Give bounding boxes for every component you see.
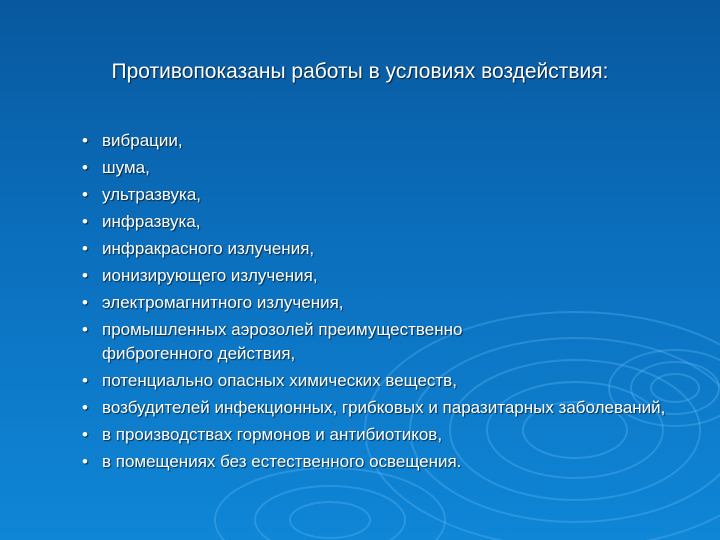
- list-item-text: вибрации,: [102, 131, 183, 150]
- bullet-icon: •: [82, 425, 88, 444]
- list-item: [78, 320, 678, 340]
- bullet-icon: •: [82, 239, 88, 258]
- list-item: [78, 212, 678, 232]
- list-item: [78, 398, 678, 418]
- list-item-text: инфракрасного излучения,: [102, 239, 315, 258]
- bullet-icon: •: [82, 212, 88, 231]
- list-item: [78, 452, 678, 472]
- list-item-text: в производствах гормонов и антибиотиков,: [102, 425, 443, 444]
- list-item-text: электромагнитного излучения,: [102, 293, 344, 312]
- list-item-text: фиброгенного действия,: [102, 344, 296, 363]
- bullet-icon: •: [82, 371, 88, 390]
- list-item-text: шума,: [102, 158, 150, 177]
- list-item: [78, 293, 678, 313]
- list-item-continuation: [78, 344, 678, 364]
- bullet-icon: •: [82, 398, 88, 417]
- list-item: [78, 131, 678, 151]
- list-item: [78, 185, 678, 205]
- list-item: [78, 158, 678, 178]
- list-item: [78, 371, 678, 391]
- list-item: [78, 425, 678, 445]
- list-item: [78, 239, 678, 259]
- list-item-text: ультразвука,: [102, 185, 202, 204]
- bullet-icon: •: [82, 158, 88, 177]
- bullet-icon: •: [82, 293, 88, 312]
- bullet-icon: •: [82, 452, 88, 471]
- bullet-icon: •: [82, 266, 88, 285]
- list-item-text: в помещениях без естественного освещения.: [102, 452, 462, 471]
- bullet-icon: •: [82, 320, 88, 339]
- list-item-text: инфразвука,: [102, 212, 201, 231]
- bullet-icon: •: [82, 185, 88, 204]
- bullet-icon: •: [82, 131, 88, 150]
- list-item-text: ионизирующего излучения,: [102, 266, 318, 285]
- list-item-text: потенциально опасных химических веществ,: [102, 371, 457, 390]
- list-item-text: возбудителей инфекционных, грибковых и паразитарных заболеваний,: [102, 398, 666, 417]
- list-item-text: промышленных аэрозолей преимущественно: [102, 320, 463, 339]
- list-item: [78, 266, 678, 286]
- slide-title: Противопоказаны работы в условиях воздействия:: [111, 60, 609, 83]
- bullet-list: [78, 131, 678, 479]
